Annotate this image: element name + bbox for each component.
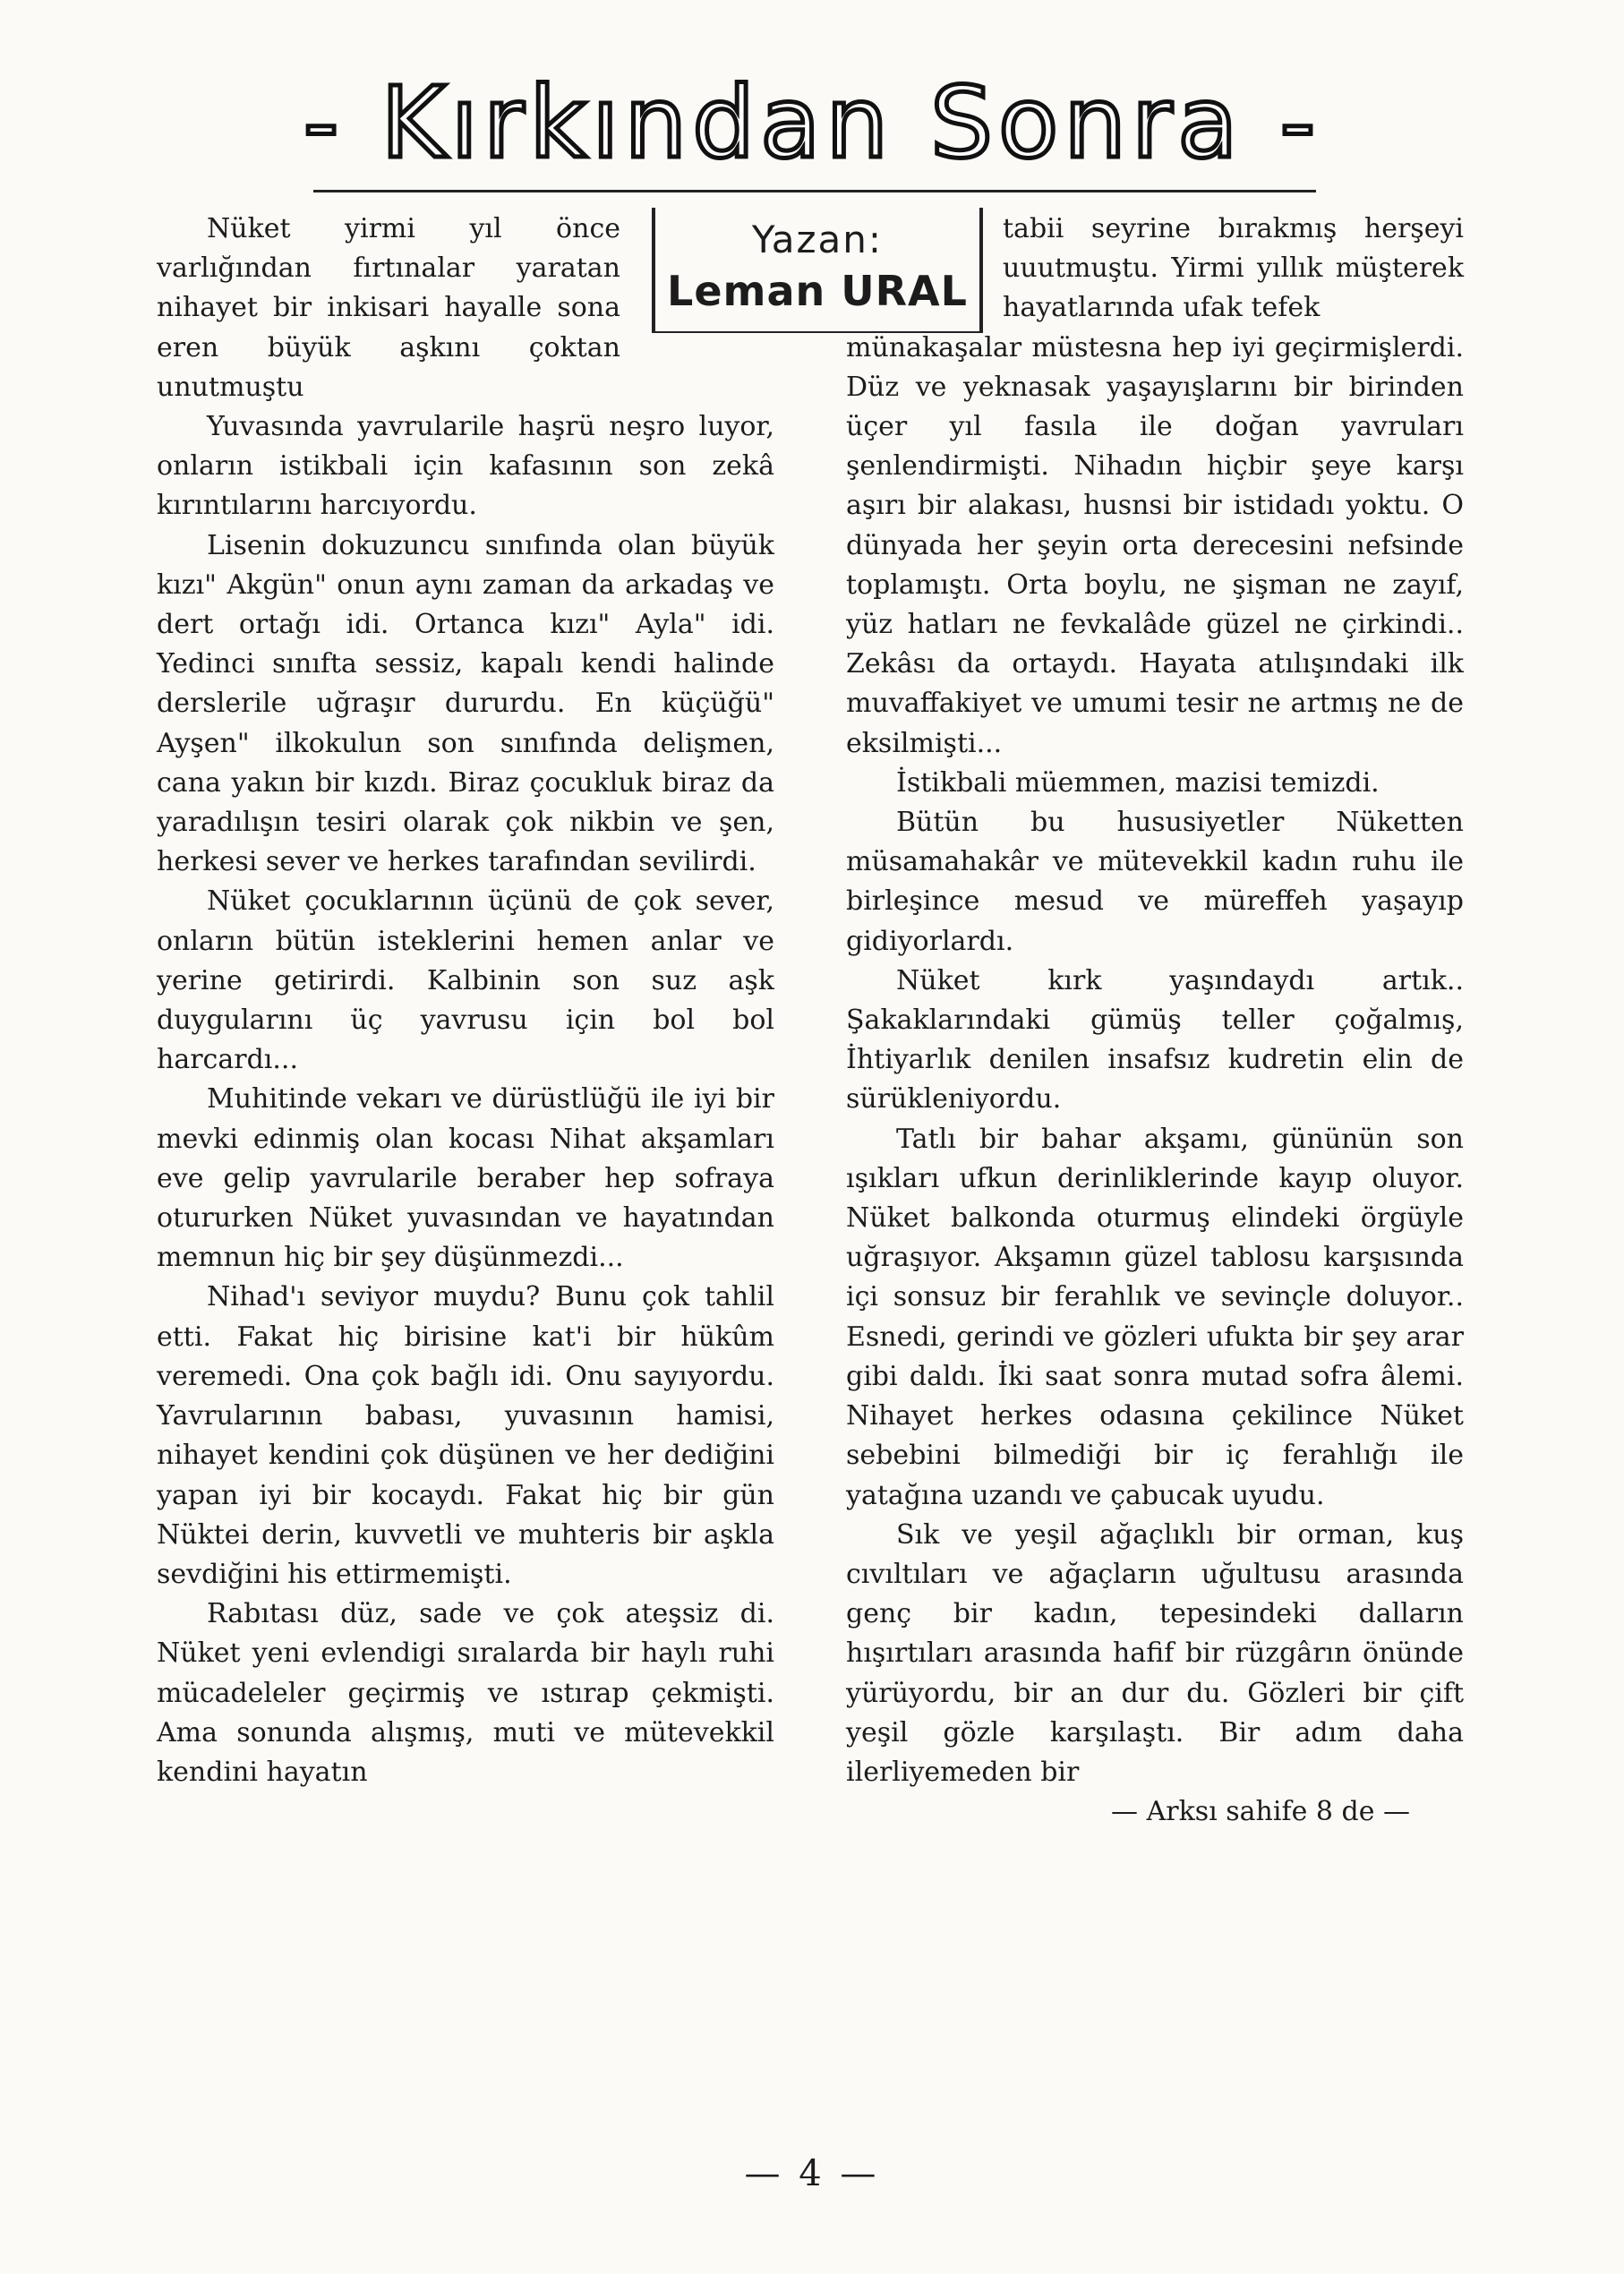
left-column xyxy=(157,209,774,1792)
right-column xyxy=(846,209,1464,1832)
left-intro-text: Nüket yirmi yıl önce varlığından fırtınalar yaratan nihayet bir inkisari hayalle sona eren büyük aşkını çoktan unutmuştu xyxy=(157,213,620,403)
paragraph: Nüket çocuklarının üçünü de çok sever, onların bütün isteklerini hemen anlar ve yerine getirirdi. Kalbinin son suz aşk duygularını üç yavrusu için bol bol harcardı... xyxy=(157,885,774,1076)
paragraph: İstikbali müemmen, mazisi temizdi. xyxy=(896,766,1380,799)
byline-label: Yazan: xyxy=(751,218,884,261)
paragraph: Muhitinde vekarı ve dürüstlüğü ile iyi bir mevki edinmiş olan kocası Nihat akşamları eve gelip yavrularile beraber hep sofraya otururken Nüket yuvasından ve hayatından memnun hiç bir şey düşünmezdi... xyxy=(157,1083,774,1274)
paragraph: Sık ve yeşil ağaçlıklı bir orman, kuş cıvıltıları ve ağaçların uğultusu arasında genç bir kadın, tepesindeki dalların hışırtıları arasında hafif bir rüzgârın önünde yürüyordu, bir an dur du. Gözleri bir çift yeşil gözle karşılaştı. Bir adım daha ilerliyemeden bir xyxy=(846,1518,1464,1788)
paragraph: münakaşalar müstesna hep iyi geçirmişlerdi. Düz ve yeknasak yaşayışlarını bir birinden üçer yıl fasıla ile doğan yavruları şenlendirmişti. Nihadın hiçbir şeye karşı aşırı bir alakası, husnsi bir istidadı yoktu. O dünyada her şeyin orta derecesini nefsinde toplamıştı. Orta boylu, ne şişman ne zayıf, yüz hatları ne fevkalâde güzel ne çirkindi.. Zekâsı da ortaydı. Hayata atılışındaki ilk muvaffakiyet ve umumi tesir ne artmış ne de eksilmişti... xyxy=(846,331,1464,759)
page-number: — 4 — xyxy=(744,2153,880,2194)
paragraph: Rabıtası düz, sade ve çok ateşsiz di. Nüket yeni evlendigi sıralarda bir haylı ruhi mücadeleler geçirmiş ve ıstırap çekmişti. Ama sonunda alışmış, muti ve mütevekkil kendini hayatın xyxy=(157,1598,774,1788)
title-rule xyxy=(313,190,1316,192)
paragraph: Nihad'ı seviyor muydu? Bunu çok tahlil etti. Fakat hiç birisine kat'i bir hükûm veremedi. Ona çok bağlı idi. Onu sayıyordu. Yavrularının babası, yuvasının hamisi, nihayet kendini çok düşünen ve her dediğini yapan iyi bir kocaydı. Fakat hiç bir gün Nüktei derin, kuvvetli ve muhteris bir aşkla sevdiğini his ettirmemişti. xyxy=(157,1281,774,1590)
continued-note: — Arksı sahife 8 de — xyxy=(1111,1796,1410,1828)
paragraph: Yuvasında yavrularile haşrü neşro luyor, onların istikbali için kafasının son zekâ kırıntılarını harcıyordu. xyxy=(157,411,774,522)
right-intro-text: tabii seyrine bırakmış herşeyi uuutmuştu. Yirmi yıllık müşterek hayatlarında ufak tefek xyxy=(1003,213,1464,324)
article-title: - Kırkından Sonra - xyxy=(303,65,1321,180)
paragraph: Bütün bu hususiyetler Nüketten müsamahakâr ve mütevekkil kadın ruhu ile birleşince mesud ve müreffeh yaşayıp gidiyorlardı. xyxy=(846,807,1464,957)
paragraph: Nüket kırk yaşındaydı artık.. Şakaklarındaki gümüş teller çoğalmış, İhtiyarlık denilen insafsız kudretin elin de sürükleniyordu. xyxy=(846,964,1464,1116)
paragraph: Lisenin dokuzuncu sınıfında olan büyük kızı" Akgün" onun aynı zaman da arkadaş ve dert ortağı idi. Ortanca kızı" Ayla" idi. Yedinci sınıfta sessiz, kapalı kendi halinde derslerile uğraşır dururdu. En küçüğü" Ayşen" ilkokulun son sınıfında delişmen, cana yakın bir kızdı. Biraz çocukluk biraz da yaradılışın tesiri olarak çok nikbin ve şen, herkesi sever ve herkes tarafından sevilirdi. xyxy=(157,529,774,878)
author-name: Leman URAL xyxy=(667,267,968,315)
paragraph: Tatlı bir bahar akşamı, gününün son ışıkları ufkun derinliklerinde kayıp oluyor. Nüket balkonda oturmuş elindeki örgüyle uğraşıyor. Akşamın güzel tablosu karşısında içi sonsuz bir ferahlık ve sevinçle doluyor.. Esnedi, gerindi ve gözleri ufukta bir şey arar gibi daldı. İki saat sonra mutad sofra âlemi. Nihayet herkes odasına çekilince Nüket sebebini bilmediği bir iç ferahlığı ile yatağına uzandı ve çabucak uyudu. xyxy=(846,1123,1464,1511)
